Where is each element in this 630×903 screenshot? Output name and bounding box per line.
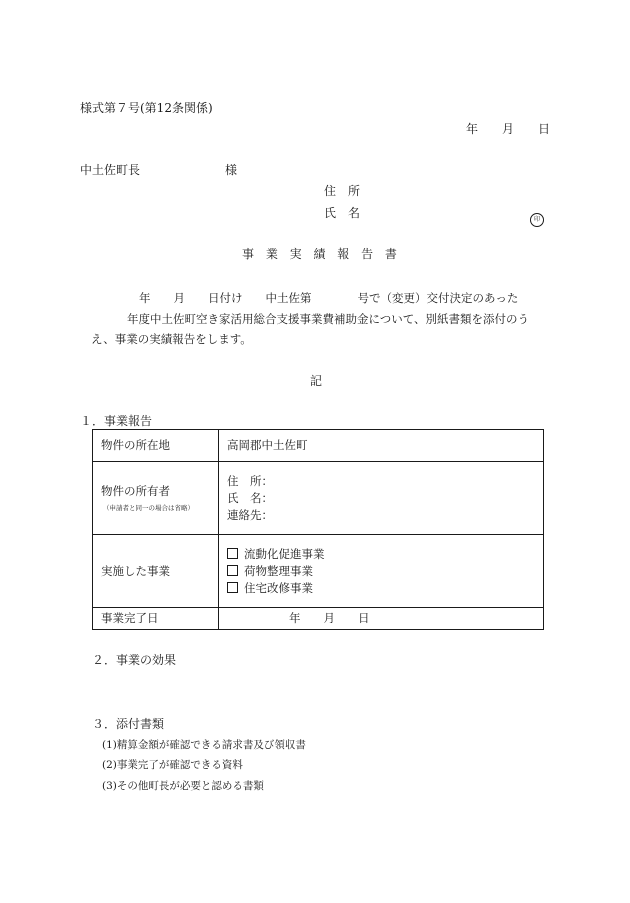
section-3-heading: ３．添付書類 <box>92 717 165 731</box>
seal-mark <box>530 206 544 227</box>
project-options <box>219 535 544 608</box>
checkbox-icon[interactable] <box>227 548 238 559</box>
report-table <box>92 429 544 630</box>
document-title: 事 業 実 績 報 告 書 <box>242 247 401 261</box>
checkbox-icon[interactable] <box>227 582 238 593</box>
attachment-item: (3)その他町長が必要と認める書類 <box>102 780 264 792</box>
location-value: 高岡郡中土佐町 <box>219 430 544 462</box>
date-line: 年 月 日 <box>466 122 551 136</box>
option-label: 流動化促進事業 <box>244 546 325 561</box>
table-row <box>93 462 544 535</box>
completion-label: 事業完了日 <box>93 608 219 630</box>
owner-note: （申請者と同一の場合は省略） <box>103 504 194 512</box>
table-row <box>93 535 544 608</box>
owner-contact: 連絡先： <box>227 507 273 522</box>
body-line-3: え、事業の実績報告をします。 <box>91 332 252 346</box>
location-label: 物件の所在地 <box>93 430 219 462</box>
section-2-heading: ２．事業の効果 <box>92 653 177 667</box>
body-line-2: 年度中土佐町空き家活用総合支援事業費補助金について、別紙書類を添付のう <box>127 312 530 326</box>
applicant-name-label: 氏 名 <box>324 206 361 220</box>
option-fluidization[interactable] <box>227 546 543 563</box>
option-luggage[interactable] <box>227 563 543 580</box>
project-label: 実施した事業 <box>93 535 219 608</box>
form-number: 様式第７号(第12条関係) <box>80 101 213 115</box>
attachment-item: (1)精算金額が確認できる請求書及び領収書 <box>102 739 306 751</box>
table-row <box>93 430 544 462</box>
table-row <box>93 608 544 630</box>
attachment-item: (2)事業完了が確認できる資料 <box>102 759 243 771</box>
seal-icon: 印 <box>530 213 544 227</box>
owner-cell <box>93 462 219 535</box>
body-line-1: 年 月 日付け 中土佐第 号で（変更）交付決定のあった <box>139 291 519 305</box>
applicant-address-label: 住 所 <box>324 184 361 198</box>
option-renovation[interactable] <box>227 580 543 597</box>
ki-mark: 記 <box>310 374 323 388</box>
owner-address: 住 所： <box>227 473 273 488</box>
owner-label: 物件の所有者 <box>101 484 170 498</box>
addressee-honorific: 様 <box>225 163 238 177</box>
addressee-name: 中土佐町長 <box>80 163 141 177</box>
owner-name: 氏 名： <box>227 490 273 505</box>
completion-value: 年 月 日 <box>219 608 544 630</box>
option-label: 荷物整理事業 <box>244 563 313 578</box>
owner-details <box>219 462 544 535</box>
option-label: 住宅改修事業 <box>244 580 313 595</box>
section-1-heading: １．事業報告 <box>80 414 153 428</box>
checkbox-icon[interactable] <box>227 565 238 576</box>
